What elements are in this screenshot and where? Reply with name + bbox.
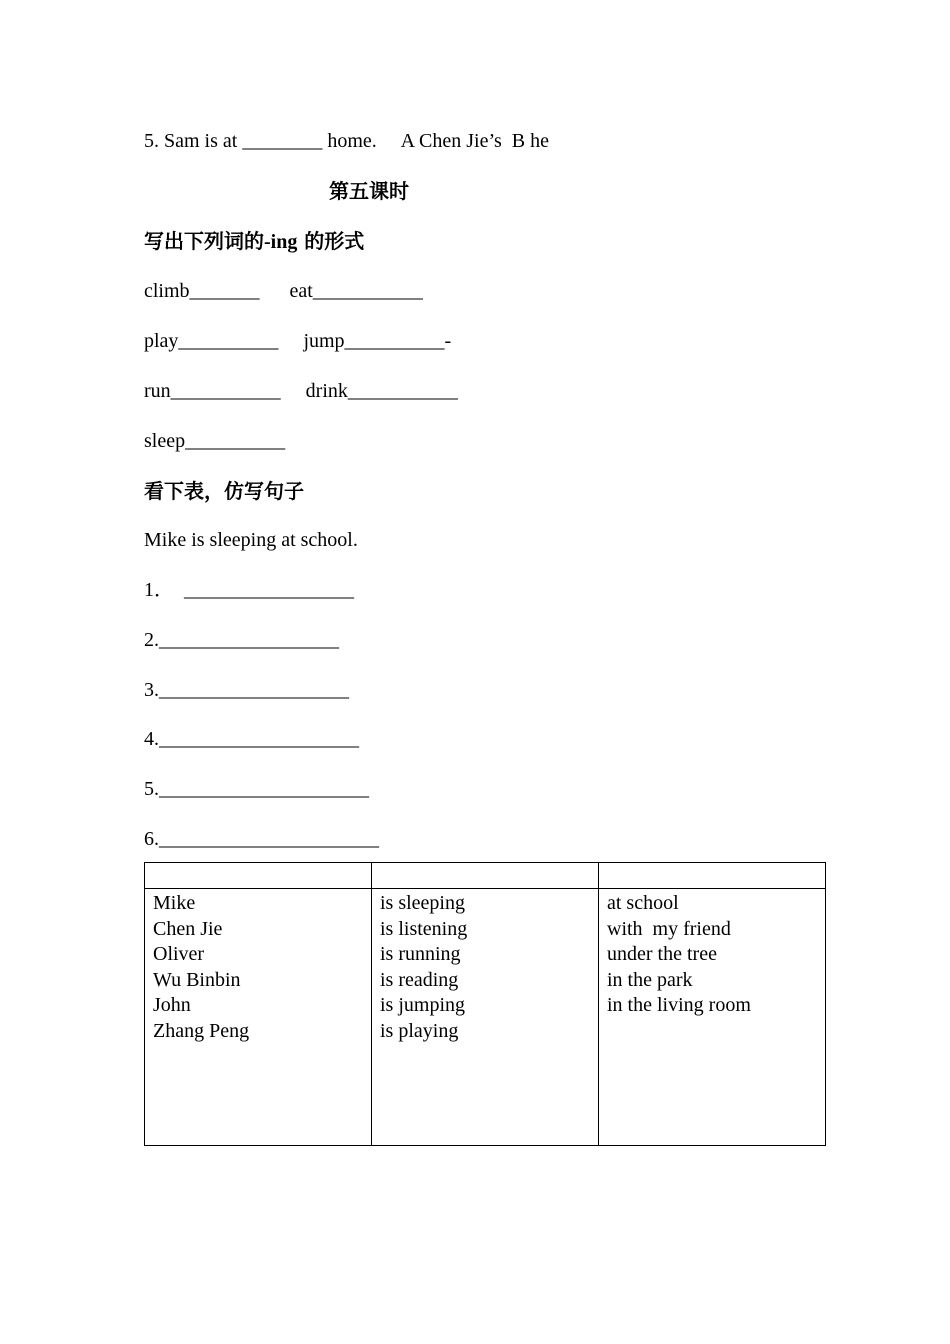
ing-blank-jump: jump__________- [303, 330, 452, 352]
action-item: is running [380, 943, 461, 966]
section-sentence-heading: 看下表，仿写句子 [144, 479, 304, 503]
action-item: is jumping [380, 994, 466, 1017]
lesson-title: 第五课时 [329, 179, 409, 203]
section-ing-heading-prefix: 写出下列词的 [144, 229, 264, 253]
actions-column [372, 889, 599, 1146]
example-sentence: Mike is sleeping at school. [144, 529, 358, 551]
name-item: Chen Jie [153, 917, 223, 940]
name-item: Wu Binbin [153, 968, 241, 991]
places-column [599, 889, 826, 1146]
names-column [145, 889, 372, 1146]
place-item: at school [607, 892, 679, 914]
sentence-blank-4: 4.____________________ [144, 728, 359, 750]
ing-blank-drink: drink___________ [305, 380, 458, 402]
ing-row [144, 278, 423, 304]
section-ing-heading-latin: -ing [264, 231, 298, 253]
action-item: is listening [380, 917, 468, 940]
action-item: is playing [380, 1019, 459, 1042]
action-item: is sleeping [380, 892, 465, 914]
ing-blank-eat: eat___________ [289, 280, 423, 302]
ing-blank-sleep: sleep__________ [144, 430, 286, 452]
table-header-cell [599, 863, 826, 889]
ing-blank-run: run___________ [144, 380, 281, 402]
table-header-cell [145, 863, 372, 889]
question-5-text: 5. Sam is at ________ home. [144, 130, 377, 152]
place-item: in the living room [607, 994, 751, 1017]
word-table [144, 862, 826, 1146]
question-5-option-a: A Chen Jie’s [400, 130, 502, 152]
ing-row [144, 378, 458, 404]
name-item: John [153, 994, 191, 1017]
table-header-cell [372, 863, 599, 889]
table-body-row [145, 889, 826, 1146]
ing-row [144, 328, 451, 354]
sentence-blank-3: 3.___________________ [144, 679, 349, 701]
sentence-blank-6: 6.______________________ [144, 828, 379, 850]
ing-row [144, 428, 285, 454]
section-ing-heading [144, 228, 364, 255]
table-header-row [145, 863, 826, 889]
ing-blank-play: play__________ [144, 330, 279, 352]
name-item: Oliver [153, 943, 205, 966]
sentence-blank-2: 2.__________________ [144, 629, 339, 651]
action-item: is reading [380, 968, 459, 991]
section-ing-heading-suffix: 的形式 [297, 229, 365, 253]
name-item: Zhang Peng [153, 1019, 250, 1042]
place-item: under the tree [607, 943, 717, 966]
place-item: with my friend [607, 917, 731, 940]
sentence-blank-1: 1． _________________ [144, 579, 354, 601]
place-item: in the park [607, 968, 693, 991]
name-item: Mike [153, 892, 196, 914]
sentence-blank-5: 5._____________________ [144, 778, 369, 800]
question-5 [144, 128, 549, 154]
ing-blank-climb: climb_______ [144, 280, 260, 302]
question-5-option-b: B he [511, 130, 550, 152]
